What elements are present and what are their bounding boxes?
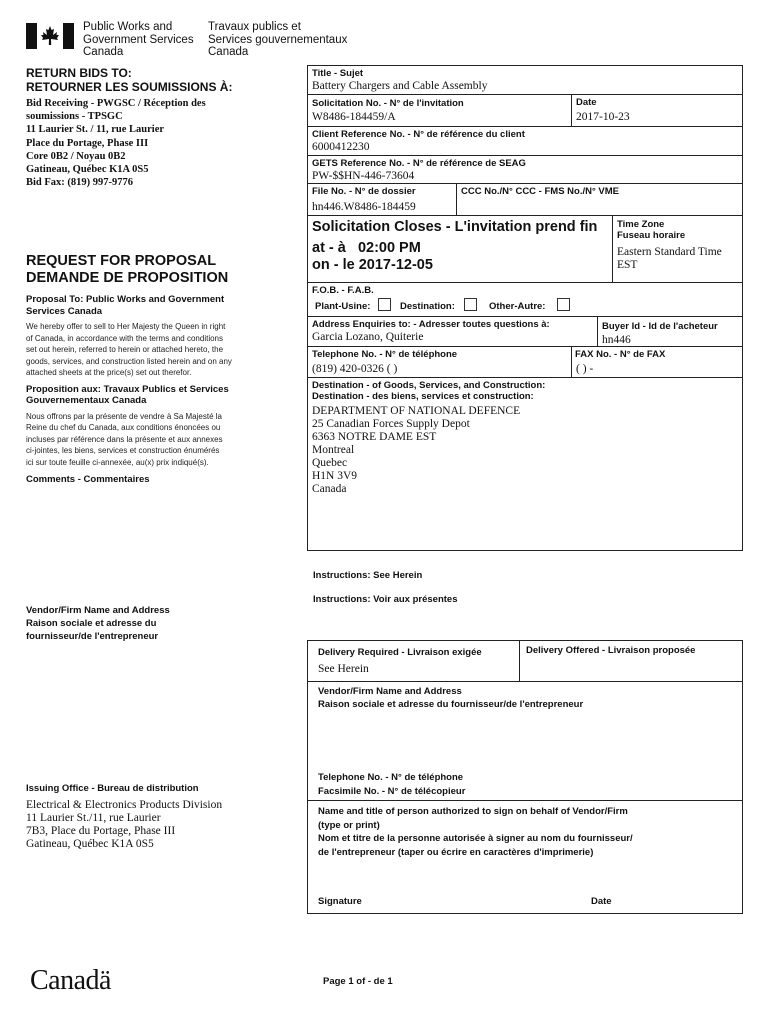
- offre-text-line: Nous offrons par la présente de vendre à Sa Majesté la: [26, 411, 222, 421]
- offre-text-line: incluses par référence dans la présente et aux annexes: [26, 434, 223, 444]
- dept-name-fr-1: Travaux publics et: [208, 21, 301, 33]
- vendor-left-label: Raison sociale et adresse du: [26, 618, 157, 629]
- fob-other-checkbox[interactable]: [557, 298, 570, 311]
- proposition-aux: Gouvernementaux Canada: [26, 395, 147, 406]
- client-ref-label: Client Reference No. - N° de référence du client: [312, 129, 525, 140]
- return-address-line: Core 0B2 / Noyau 0B2: [26, 150, 126, 162]
- issuing-office-label: Issuing Office - Bureau de distribution: [26, 783, 199, 794]
- vendor-telephone-label: Telephone No. - N° de téléphone: [318, 772, 464, 783]
- authorized-person-label: Name and title of person authorized to sign on behalf of Vendor/Firm: [318, 806, 628, 817]
- dept-name-en-3: Canada: [83, 46, 124, 58]
- destination-line: H1N 3V9: [312, 470, 358, 482]
- solicitation-closes-title: Solicitation Closes - L'invitation prend fin: [312, 219, 598, 235]
- destination-line: 6363 NOTRE DAME EST: [312, 431, 437, 443]
- offer-text-line: attached sheets at the price(s) set out therefor.: [26, 368, 192, 377]
- offre-text-line: ci-jointes, les biens, services et construction énumérés: [26, 446, 220, 455]
- offer-text-line: goods, services, and construction listed herein and on any: [26, 356, 232, 366]
- canada-flag-icon: [26, 23, 74, 49]
- timezone-label: Time Zone: [617, 219, 665, 230]
- canada-wordmark: Canadä: [30, 965, 111, 996]
- rfp-title-fr: DEMANDE DE PROPOSITION: [26, 270, 229, 286]
- dept-name-en-1: Public Works and: [83, 21, 173, 33]
- fob-other-label: Other-Autre:: [489, 301, 546, 312]
- rfp-section: [26, 253, 296, 485]
- vendor-left-label: fournisseur/de l'entrepreneur: [26, 631, 159, 642]
- instructions-en: Instructions: See Herein: [313, 570, 423, 581]
- vendor-firm-left: [26, 604, 170, 643]
- proposal-to: Services Canada: [26, 305, 103, 317]
- return-address-line: Place du Portage, Phase III: [26, 137, 149, 149]
- vendor-left-label: Vendor/Firm Name and Address: [26, 605, 170, 616]
- date-value: 2017-10-23: [576, 111, 630, 123]
- destination-line: Montreal: [312, 444, 355, 456]
- telephone-value: (819) 420-0326 ( ): [312, 363, 398, 375]
- return-address-line: 11 Laurier St. / 11, rue Laurier: [26, 124, 165, 136]
- buyer-id-value: hn446: [602, 334, 631, 346]
- issuing-office-line: 11 Laurier St./11, rue Laurier: [26, 812, 161, 824]
- return-address-line: Bid Receiving - PWGSC / Réception des: [26, 98, 206, 109]
- timezone-label: Fuseau horaire: [617, 230, 686, 241]
- delivery-required-value: See Herein: [318, 663, 369, 675]
- buyer-id-label: Buyer Id - Id de l'acheteur: [602, 321, 718, 332]
- offer-text-line: set out herein, referred to herein or attached hereto, the: [26, 345, 224, 354]
- timezone-value: Eastern Standard Time: [617, 246, 722, 258]
- comments-label: Comments - Commentaires: [26, 474, 150, 485]
- offre-text-line: Reine du chef du Canada, aux conditions énoncées ou: [26, 423, 221, 432]
- issuing-office: [26, 783, 222, 851]
- address-enquiries-label: Address Enquiries to: - Adresser toutes questions à:: [312, 319, 550, 330]
- address-enquiries-value: Garcia Lozano, Quiterie: [312, 331, 424, 343]
- offre-text-line: ici sur toute feuille ci-annexée, au(x) prix indiqué(s).: [26, 457, 209, 467]
- rfp-title-en: REQUEST FOR PROPOSAL: [26, 253, 217, 269]
- issuing-office-line: 7B3, Place du Portage, Phase III: [26, 825, 176, 837]
- destination-goods-label: Destination - of Goods, Services, and Construction:: [312, 380, 546, 391]
- timezone-value: EST: [617, 259, 638, 271]
- closing-time: 02:00 PM: [357, 240, 421, 256]
- fob-plant-label: Plant-Usine:: [315, 301, 371, 312]
- file-no-label: File No. - N° de dossier: [312, 186, 416, 197]
- bid-fax: Bid Fax: (819) 997-9776: [26, 177, 134, 189]
- solicitation-no-value: W8486-184459/A: [312, 111, 396, 123]
- return-address-line: soumissions - TPSGC: [26, 111, 123, 123]
- fob-destination-checkbox[interactable]: [464, 298, 477, 311]
- fob-label: F.O.B. - F.A.B.: [312, 285, 374, 296]
- destination-line: DEPARTMENT OF NATIONAL DEFENCE: [312, 405, 521, 417]
- issuing-office-line: Gatineau, Québec K1A 0S5: [26, 838, 154, 850]
- closing-at-label: at - à: [312, 240, 346, 256]
- vendor-name-label: Raison sociale et adresse du fournisseur/de l'entrepreneur: [318, 698, 584, 710]
- destination-line: 25 Canadian Forces Supply Depot: [312, 418, 470, 430]
- destination-goods-label: Destination - des biens, services et construction:: [312, 391, 534, 402]
- dept-name-en-2: Government Services: [83, 33, 194, 46]
- signature-label: Signature: [318, 896, 362, 907]
- ccc-label: CCC No./N° CCC - FMS No./N° VME: [461, 186, 620, 197]
- solicitation-no-label: Solicitation No. - N° de l'invitation: [312, 98, 464, 109]
- file-no-value: hn446.W8486-184459: [312, 201, 416, 213]
- title-value: Battery Chargers and Cable Assembly: [312, 80, 488, 92]
- return-bids-section: [26, 66, 296, 189]
- gets-ref-value: PW-$$HN-446-73604: [312, 170, 415, 182]
- offer-text-line: of Canada, in accordance with the terms and conditions: [26, 333, 224, 343]
- proposition-aux: Proposition aux: Travaux Publics et Services: [26, 383, 229, 395]
- offer-text-line: We hereby offer to sell to Her Majesty the Queen in right: [26, 322, 226, 331]
- closing-date: 2017-12-05: [358, 257, 433, 273]
- return-bids-title-fr: RETOURNER LES SOUMISSIONS À:: [26, 80, 233, 94]
- delivery-required-label: Delivery Required - Livraison exigée: [318, 647, 482, 658]
- fob-plant-checkbox[interactable]: [378, 298, 391, 311]
- vendor-name-label: Vendor/Firm Name and Address: [318, 686, 462, 697]
- destination-line: Quebec: [312, 457, 348, 469]
- fax-label: FAX No. - N° de FAX: [575, 349, 666, 360]
- instructions-fr: Instructions: Voir aux présentes: [313, 594, 458, 605]
- vendor-facsimile-label: Facsimile No. - N° de télécopieur: [318, 786, 466, 797]
- client-ref-value: 6000412230: [312, 141, 370, 153]
- title-label: Title - Sujet: [312, 68, 364, 79]
- destination-line: Canada: [312, 483, 347, 495]
- return-address-line: Gatineau, Québec K1A 0S5: [26, 164, 149, 176]
- fax-value: ( ) -: [576, 363, 594, 375]
- fob-destination-label: Destination:: [400, 301, 455, 312]
- government-signature: [26, 21, 366, 61]
- gets-ref-label: GETS Reference No. - N° de référence de SEAG: [312, 158, 526, 169]
- page-number: Page 1 of - de 1: [323, 976, 393, 987]
- signature-date-label: Date: [591, 896, 612, 907]
- dept-name-fr-2: Services gouvernementaux: [208, 33, 348, 46]
- return-bids-title-en: RETURN BIDS TO:: [26, 66, 132, 80]
- telephone-label: Telephone No. - N° de téléphone: [312, 349, 458, 360]
- authorized-person-label: de l'entrepreneur (taper ou écrire en caractères d'imprimerie): [318, 846, 594, 858]
- authorized-person-label: (type or print): [318, 819, 380, 831]
- delivery-offered-label: Delivery Offered - Livraison proposée: [526, 645, 696, 656]
- date-label: Date: [576, 97, 597, 108]
- authorized-person-label: Nom et titre de la personne autorisée à signer au nom du fournisseur/: [318, 833, 633, 844]
- closing-on-label: on - le: [312, 257, 355, 273]
- issuing-office-line: Electrical & Electronics Products Division: [26, 799, 223, 811]
- dept-name-fr-3: Canada: [208, 46, 249, 58]
- proposal-to: Proposal To: Public Works and Government: [26, 294, 225, 305]
